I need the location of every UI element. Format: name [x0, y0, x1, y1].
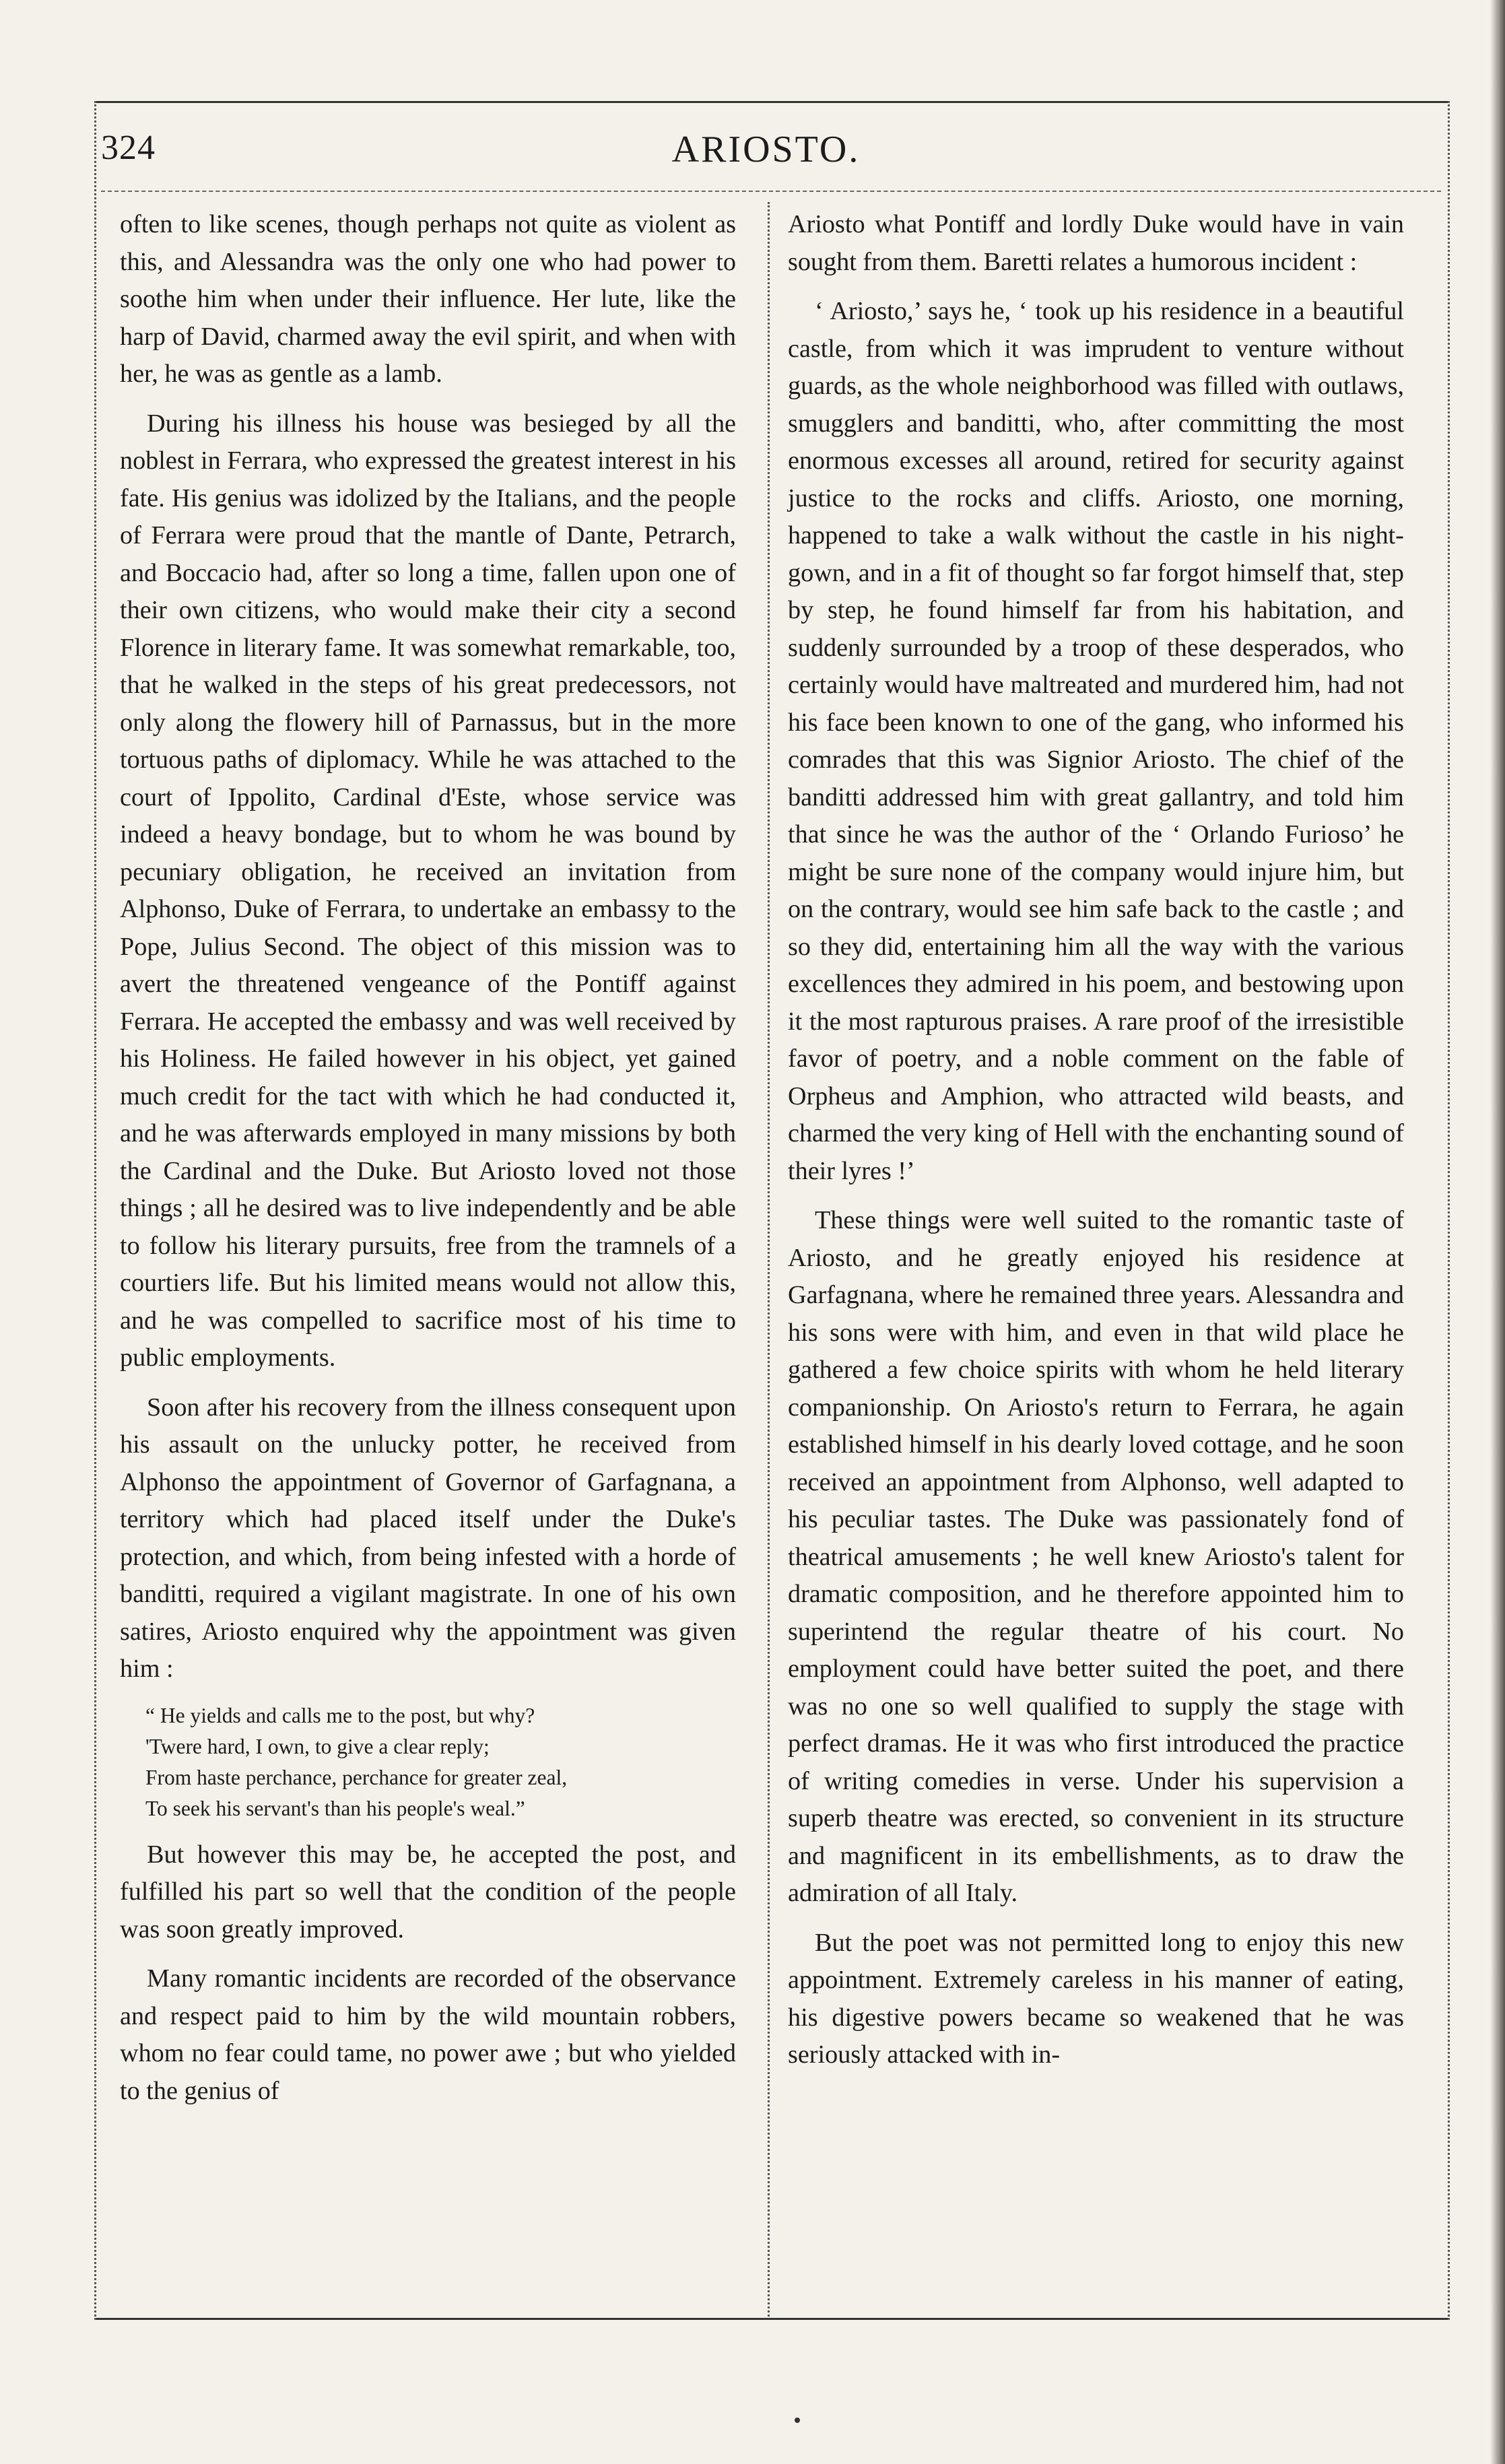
left-column [120, 206, 736, 2122]
right-border-rule [1448, 101, 1450, 2320]
paragraph: But the poet was not permitted long to enjoy this new appointment. Extremely careless in his manner of eating, his digestive powers became so weakened that he was seriously attacked with in- [788, 1928, 1404, 2069]
paragraph: often to like scenes, though perhaps not quite as violent as this, and Alessandra was the only one who had power to soothe him when under their influence. Her lute, like the harp of David, charmed away the evil spirit, and when with her, he was as gentle as a lamb. [120, 210, 736, 388]
printer-mark [795, 2418, 800, 2423]
running-head: ARIOSTO. [671, 129, 861, 170]
verse-line: From haste perchance, perchance for greater zeal, [145, 1765, 568, 1789]
page-edge-shadow [1490, 0, 1505, 2464]
verse-line: “ He yields and calls me to the post, but why? [145, 1703, 535, 1727]
top-border-rule [94, 101, 1448, 107]
paragraph: But however this may be, he accepted the post, and fulfilled his part so well that the condition of the people was soon greatly improved. [120, 1840, 736, 1943]
verse-quotation [120, 1700, 736, 1824]
verse-line: 'Twere hard, I own, to give a clear reply; [145, 1734, 490, 1758]
paragraph: Soon after his recovery from the illness consequent upon his assault on the unlucky potter, he received from Alphonso the appointment of Governor of Garfagnana, a territory which had placed itself under the Duke's protection, and which, from being infested with a horde of banditti, required a vigilant magistrate. In one of his own satires, Ariosto enquired why the appointment was given him : [120, 1393, 736, 1683]
bottom-border-rule [94, 2318, 1448, 2324]
header-rule [101, 191, 1441, 192]
paragraph: Many romantic incidents are recorded of the observance and respect paid to him by the wild mountain robbers, whom no fear could tame, no power awe ; but who yielded to the genius of [120, 1964, 736, 2105]
left-border-rule [94, 101, 96, 2320]
paragraph: These things were well suited to the romantic taste of Ariosto, and he greatly enjoyed his residence at Garfagnana, where he remained three years. Alessandra and his sons were with him, and even in that wild place he gathered a few choice spirits with whom he held literary companionship. On Ariosto's return to Ferrara, he again established himself in his dearly loved cottage, and he soon received an appointment from Alphonso, well adapted to his peculiar tastes. The Duke was passionately fond of theatrical amusements ; he well knew Ariosto's talent for dramatic composition, and he therefore appointed him to superintend the regular theatre of his court. No employment could have better suited the poet, and there was no one so well qualified to supply the stage with perfect dramas. He it was who first introduced the practice of writing comedies in verse. Under his supervision a superb theatre was erected, so convenient in its structure and magnificent in its embellishments, as to draw the admiration of all Italy. [788, 1206, 1404, 1907]
page-number: 324 [101, 129, 156, 167]
paragraph: Ariosto what Pontiff and lordly Duke would have in vain sought from them. Baretti relates a humorous incident : [788, 210, 1404, 276]
paragraph: During his illness his house was besieged by all the noblest in Ferrara, who expressed the greatest interest in his fate. His genius was idolized by the Italians, and the people of Ferrara were proud that the mantle of Dante, Petrarch, and Boccacio had, after so long a time, fallen upon one of their own citizens, who would make their city a second Florence in literary fame. It was somewhat remarkable, too, that he walked in the steps of his great predecessors, not only along the flowery hill of Parnassus, but in the more tortuous paths of diplomacy. While he was attached to the court of Ippolito, Cardinal d'Este, whose service was indeed a heavy bondage, but to whom he was bound by pecuniary obligation, he received an invitation from Alphonso, Duke of Ferrara, to undertake an embassy to the Pope, Julius Second. The object of this mission was to avert the threatened vengeance of the Pontiff against Ferrara. He accepted the embassy and was well received by his Holiness. He failed however in his object, yet gained much credit for the tact with which he had conducted it, and he was afterwards employed in many missions by both the Cardinal and the Duke. But Ariosto loved not those things ; all he desired was to live independently and be able to follow his literary pursuits, free from the tramnels of a courtiers life. But his limited means would not allow this, and he was compelled to sacrifice most of his time to public employments. [120, 409, 736, 1372]
right-column [788, 206, 1404, 2086]
paragraph: ‘ Ariosto,’ says he, ‘ took up his residence in a beautiful castle, from which it was imprudent to venture without guards, as the whole neighborhood was filled with outlaws, smugglers and banditti, who, after committing the most enormous excesses all around, retired for security against justice to the rocks and cliffs. Ariosto, one morning, happened to take a walk without the castle in his night-gown, and in a fit of thought so far forgot himself that, step by step, he found himself far from his habitation, and suddenly surrounded by a troop of these desperados, who certainly would have maltreated and murdered him, had not his face been known to one of the gang, who informed his comrades that this was Signior Ariosto. The chief of the banditti addressed him with great gallantry, and told him that since he was the author of the ‘ Orlando Furioso’ he might be sure none of the company would injure him, but on the contrary, would see him safe back to the castle ; and so they did, entertaining him all the way with the various excellences they admired in his poem, and bestowing upon it the most rapturous praises. A rare proof of the irresistible favor of poetry, and a noble comment on the fable of Orpheus and Amphion, who attracted wild beasts, and charmed the very king of Hell with the enchanting sound of their lyres !’ [788, 297, 1404, 1185]
column-divider [768, 202, 770, 2317]
verse-line: To seek his servant's than his people's weal.” [145, 1796, 525, 1820]
